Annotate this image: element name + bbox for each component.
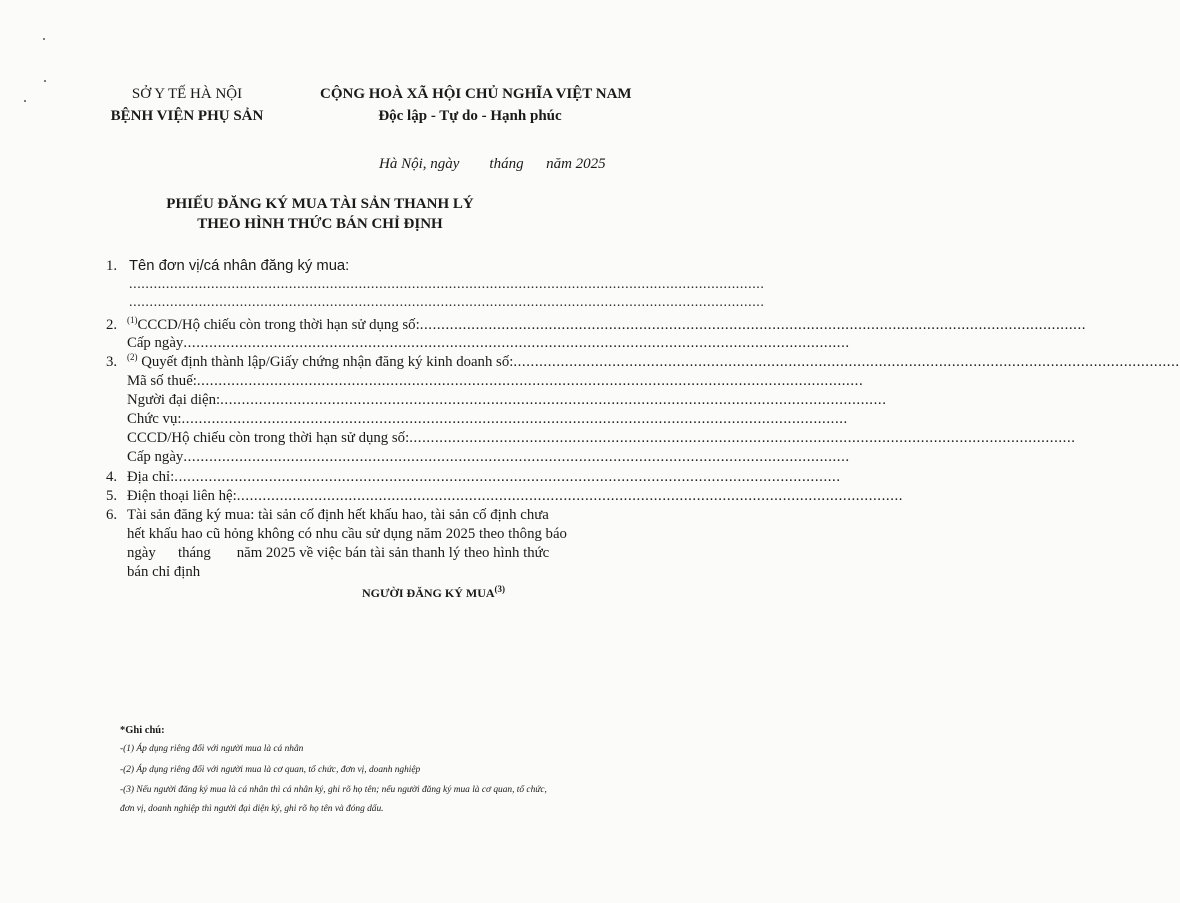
phone-row <box>127 488 904 505</box>
address-row <box>127 469 841 486</box>
item1-label: Tên đơn vị/cá nhân đăng ký mua: <box>129 258 350 274</box>
footnote-marker: (2) <box>127 352 138 363</box>
notes-heading: *Ghi chú: <box>120 725 165 736</box>
org-name: SỞ Y TẾ HÀ NỘI <box>131 86 243 102</box>
form-title-line1: PHIẾU ĐĂNG KÝ MUA TÀI SẢN THANH LÝ <box>166 196 474 212</box>
issue-date-label: Cấp ngày <box>127 449 184 465</box>
rep-cccd-label: CCCD/Hộ chiếu còn trong thời hạn sử dụng số: <box>127 430 410 446</box>
position-row <box>127 411 848 428</box>
note-3b: đơn vị, doanh nghiệp thì người đại diện ký, ghi rõ họ tên và đóng dấu. <box>120 804 384 814</box>
fill-in-line[interactable]: ........................................................................................................................................................... <box>129 277 765 292</box>
form-title-line2: THEO HÌNH THỨC BÁN CHỈ ĐỊNH <box>197 216 443 232</box>
item6-line4: bán chỉ định <box>127 564 201 580</box>
fill-in-line[interactable]: ........................................................................................................................................................... <box>196 373 864 389</box>
fill-in-line[interactable]: ........................................................................................................................................................... <box>419 317 1087 333</box>
footnote-marker: (1) <box>127 315 138 326</box>
position-label: Chức vụ: <box>127 411 182 427</box>
representative-label: Người đại diện: <box>127 392 221 408</box>
fill-in-line[interactable]: ........................................................................................................................................................... <box>183 335 850 351</box>
signature-label <box>362 586 505 601</box>
item-number: 4. <box>106 469 118 485</box>
scan-speck <box>24 100 26 102</box>
item2-date-row <box>127 335 850 352</box>
rep-date-row <box>127 449 850 466</box>
item6-line2: hết khấu hao cũ hỏng không có nhu cầu sử dụng năm 2025 theo thông báo <box>127 526 567 542</box>
scan-speck <box>44 80 46 82</box>
item2-cccd-row <box>127 315 1087 334</box>
footnote-marker: (3) <box>494 584 506 594</box>
item-number: 2. <box>106 317 118 333</box>
fill-in-line[interactable]: ........................................................................................................................................................... <box>409 430 1076 446</box>
fill-in-line[interactable]: ........................................................................................................................................................... <box>183 449 850 465</box>
fill-in-line[interactable]: ........................................................................................................................................................... <box>236 488 904 504</box>
item6-line1: Tài sản đăng ký mua: tài sản cố định hết khấu hao, tài sản cố định chưa <box>127 507 549 523</box>
nation-title: CỘNG HOÀ XÃ HỘI CHỦ NGHĨA VIỆT NAM <box>320 86 632 102</box>
item3-label: Quyết định thành lập/Giấy chứng nhận đăng ký kinh doanh số: <box>137 354 514 370</box>
scan-speck <box>43 38 45 40</box>
fill-in-line[interactable]: ........................................................................................................................................................... <box>513 354 1180 370</box>
tax-code-row <box>127 373 864 390</box>
note-3a: -(3) Nếu người đăng ký mua là cá nhân thì cá nhân ký, ghi rõ họ tên; nếu người đăng ký mua là cơ quan, tổ chức, <box>120 785 547 795</box>
signature-text: NGƯỜI ĐĂNG KÝ MUA <box>362 586 495 600</box>
rep-cccd-row <box>127 430 1076 447</box>
tax-code-label: Mã số thuế: <box>127 373 197 389</box>
item6-line3: ngày tháng năm 2025 về việc bán tài sản thanh lý theo hình thức <box>127 545 550 561</box>
item-number: 3. <box>106 354 118 370</box>
motto: Độc lập - Tự do - Hạnh phúc <box>378 108 562 124</box>
fill-in-line[interactable]: ........................................................................................................................................................... <box>220 392 887 408</box>
note-1: -(1) Áp dụng riêng đối với người mua là cá nhân <box>120 744 304 754</box>
hospital-name: BỆNH VIỆN PHỤ SẢN <box>110 108 264 124</box>
fill-in-line[interactable]: ........................................................................................................................................................... <box>181 411 848 427</box>
item-number: 5. <box>106 488 118 504</box>
fill-in-line[interactable]: ........................................................................................................................................................... <box>174 469 841 485</box>
item3-decision-row <box>127 352 1180 371</box>
issue-date-label: Cấp ngày <box>127 335 184 351</box>
fill-in-line[interactable]: ........................................................................................................................................................... <box>129 295 765 310</box>
address-label: Địa chỉ: <box>127 469 175 485</box>
item-number: 6. <box>106 507 118 523</box>
item-number: 1. <box>106 258 118 274</box>
date-line: Hà Nội, ngày tháng năm 2025 <box>379 156 606 172</box>
item2-label: CCCD/Hộ chiếu còn trong thời hạn sử dụng số: <box>137 317 420 333</box>
phone-label: Điện thoại liên hệ: <box>127 488 237 504</box>
representative-row <box>127 392 887 409</box>
note-2: -(2) Áp dụng riêng đối với người mua là cơ quan, tổ chức, đơn vị, doanh nghiệp <box>120 765 421 775</box>
